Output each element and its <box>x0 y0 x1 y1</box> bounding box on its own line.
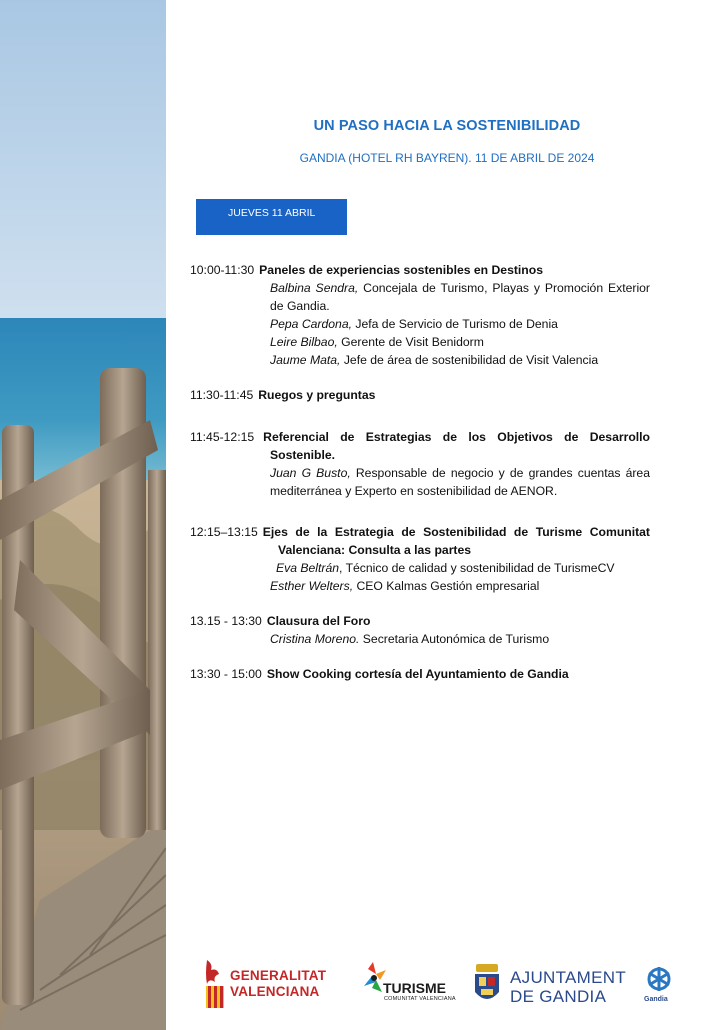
session-title: Show Cooking cortesía del Ayuntamiento de Gandia <box>266 667 569 681</box>
speaker-role: CEO Kalmas Gestión empresarial <box>353 579 540 593</box>
speaker-role: , Técnico de calidad y sostenibilidad de TurismeCV <box>339 561 615 575</box>
gandia-star-logo-icon <box>645 964 673 994</box>
speaker-name: Balbina Sendra, <box>270 281 359 295</box>
speaker <box>276 559 650 577</box>
session-time: 12:15–13:15 <box>190 525 258 539</box>
session-time: 11:45-12:15 <box>190 430 255 444</box>
speaker <box>270 464 650 500</box>
agenda-session <box>190 665 650 683</box>
speaker <box>270 577 650 595</box>
logo-text-line: DE GANDIA <box>510 987 607 1006</box>
speaker-name: Cristina Moreno. <box>270 632 360 646</box>
agenda <box>190 261 650 700</box>
page-title: UN PASO HACIA LA SOSTENIBILIDAD <box>313 118 581 134</box>
turisme-logo-subtext: COMUNITAT VALENCIANA <box>384 996 456 1002</box>
generalitat-valenciana-logo <box>230 968 326 1000</box>
speaker-role: Gerente de Visit Benidorm <box>337 335 484 349</box>
session-time: 13:30 - 15:00 <box>190 667 262 681</box>
gandia-brand-text: Gandia <box>644 996 668 1003</box>
speaker-name: Pepa Cardona, <box>270 317 352 331</box>
session-time: 11:30-11:45 <box>190 388 254 402</box>
turisme-logo-text: TURISME <box>383 980 446 996</box>
logo-text-line: VALENCIANA <box>230 984 320 999</box>
session-title-continued: Valenciana: Consulta a las partes <box>278 543 472 557</box>
speaker-role: Jefe de área de sostenibilidad de Visit Valencia <box>340 353 599 367</box>
speaker <box>270 333 650 351</box>
speaker <box>270 315 650 333</box>
speaker-role: Jefa de Servicio de Turismo de Denia <box>352 317 558 331</box>
speaker-role: Responsable de negocio y de grandes cuentas área mediterránea y Experto en sostenibilidad de AENOR. <box>270 466 650 498</box>
speaker <box>270 351 650 369</box>
agenda-session <box>190 428 650 500</box>
agenda-session <box>190 386 650 404</box>
speaker-name: Eva Beltrán <box>276 561 340 575</box>
session-time: 13.15 - 13:30 <box>190 614 262 628</box>
speaker-name: Juan G Busto, <box>270 466 351 480</box>
speaker <box>270 279 650 315</box>
session-title: Clausura del Foro <box>266 614 371 628</box>
generalitat-emblem-icon <box>203 958 227 1010</box>
logo-text-line: AJUNTAMENT <box>510 968 627 987</box>
logo-text-line: GENERALITAT <box>230 968 327 983</box>
session-title: Ruegos y preguntas <box>258 388 376 402</box>
speaker-name: Jaume Mata, <box>270 353 341 367</box>
day-banner: JUEVES 11 ABRIL <box>196 199 347 235</box>
agenda-session <box>190 523 650 595</box>
agenda-session <box>190 612 650 648</box>
session-title: Ejes de la Estrategia de Sostenibilidad de Turisme Comunitat <box>262 525 650 539</box>
session-title: Paneles de experiencias sostenibles en Destinos <box>259 263 543 277</box>
speaker-role: Concejala de Turismo, Playas y Promoción Exterior de Gandia. <box>270 281 650 313</box>
session-time: 10:00-11:30 <box>190 263 255 277</box>
event-location-date: GANDIA (HOTEL RH BAYREN). 11 DE ABRIL DE 2024 <box>299 151 595 165</box>
agenda-session <box>190 261 650 369</box>
ajuntament-gandia-logo <box>510 968 626 1006</box>
gandia-coat-of-arms-icon <box>472 962 502 1006</box>
speaker-name: Esther Welters, <box>270 579 354 593</box>
speaker-role: Secretaria Autonómica de Turismo <box>359 632 550 646</box>
speaker <box>270 630 650 648</box>
speaker-name: Leire Bilbao, <box>270 335 338 349</box>
session-title: Referencial de Estrategias de los Objetivos de Desarrollo <box>263 430 650 444</box>
beach-boardwalk-photo <box>0 0 166 1030</box>
session-title-continued: Sostenible. <box>270 448 336 462</box>
